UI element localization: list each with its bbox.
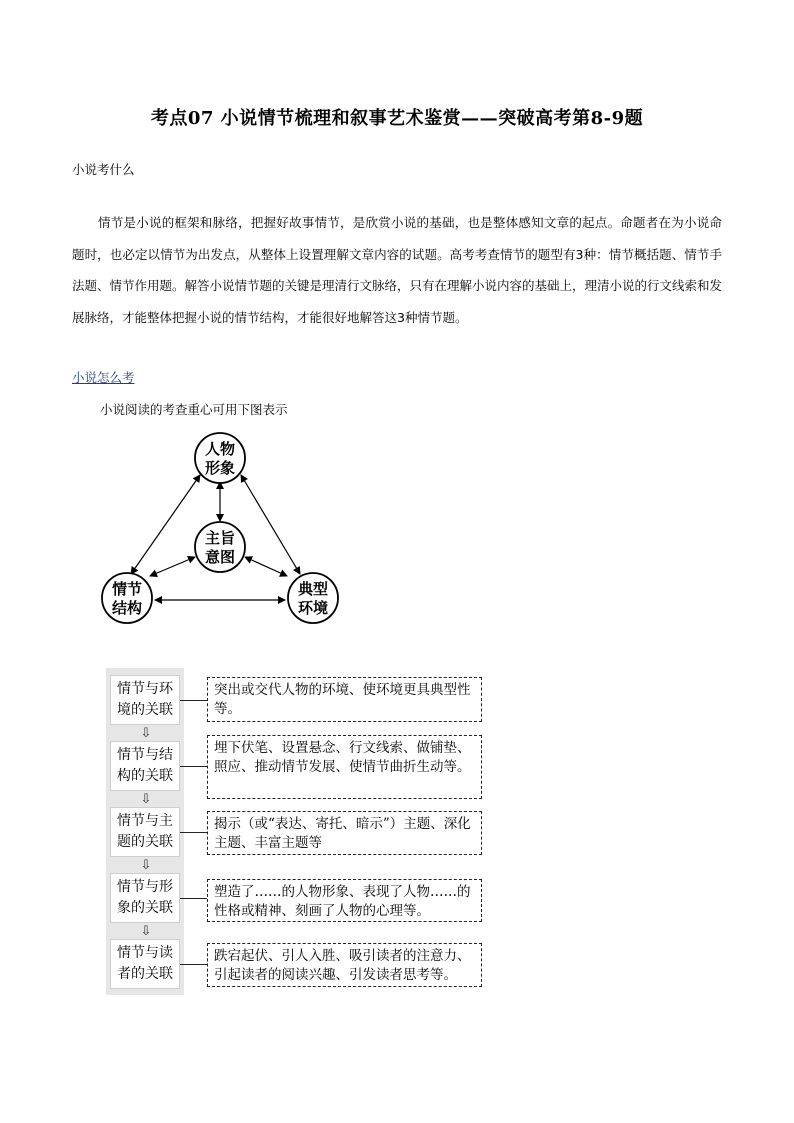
- flow-label-character: 情节与形象的关联: [110, 873, 180, 923]
- node-plot-line2: 结构: [111, 599, 143, 617]
- node-environment: [288, 573, 338, 623]
- node-environment-line1: 典型: [297, 580, 329, 598]
- connector-line: [180, 964, 207, 965]
- flow-label-theme: 情节与主题的关联: [110, 807, 180, 857]
- connector-line: [180, 700, 207, 701]
- section-heading-what: 小说考什么: [72, 162, 135, 177]
- node-character-line1: 人物: [204, 440, 236, 458]
- down-arrow-icon: ⇩: [140, 726, 152, 741]
- node-theme-line2: 意图: [204, 548, 236, 566]
- down-arrow-icon: ⇩: [140, 924, 152, 939]
- flow-desc-theme: 揭示（或“表达、寄托、暗示”）主题、深化主题、丰富主题等: [207, 811, 482, 855]
- diagram-caption: 小说阅读的考查重心可用下图表示: [100, 402, 288, 417]
- down-arrow-icon: ⇩: [140, 858, 152, 873]
- arrow-center-right: [245, 557, 287, 576]
- node-plot-line1: 情节: [111, 580, 143, 598]
- section-link-how[interactable]: 小说怎么考: [72, 370, 135, 385]
- connector-line: [180, 766, 207, 767]
- flow-desc-reader: 跌宕起伏、引人入胜、吸引读者的注意力、引起读者的阅读兴趣、引发读者思考等。: [207, 943, 482, 987]
- node-character: [195, 433, 245, 483]
- arrow-center-left: [150, 557, 195, 576]
- flow-label-structure: 情节与结构的关联: [110, 741, 180, 791]
- flow-label-reader: 情节与读者的关联: [110, 939, 180, 989]
- node-plot: [102, 573, 152, 623]
- flow-label-environment: 情节与环境的关联: [110, 675, 180, 725]
- connector-line: [180, 832, 207, 833]
- flow-desc-environment: 突出或交代人物的环境、使环境更具典型性等。: [207, 677, 482, 722]
- intro-paragraph: 情节是小说的框架和脉络，把握好故事情节，是欣赏小说的基础，也是整体感知文章的起点。命题者在为小说命题时，也必定以情节为出发点，从整体上设置理解文章内容的试题。高考考查情节的题型有3种：情节概括题、情节手法题、情节作用题。解答小说情节题的关键是理清行文脉络，只有在理解小说内容的基础上，理清小说的行文线索和发展脉络，才能整体把握小说的情节结构，才能很好地解答这3种情节题。: [72, 215, 723, 325]
- down-arrow-icon: ⇩: [140, 792, 152, 807]
- page-title: 考点07 小说情节梳理和叙事艺术鉴赏——突破高考第8-9题: [150, 108, 644, 129]
- node-theme-line1: 主旨: [204, 529, 236, 547]
- connector-line: [180, 898, 207, 899]
- node-theme: [195, 522, 245, 572]
- node-environment-line2: 环境: [297, 599, 329, 617]
- flow-desc-character: 塑造了……的人物形象、表现了人物……的性格或精神、刻画了人物的心理等。: [207, 879, 482, 922]
- relationship-diagram: [95, 425, 355, 635]
- flow-desc-structure: 埋下伏笔、设置悬念、行文线索、做铺垫、照应、推动情节发展、使情节曲折生动等。: [207, 735, 482, 799]
- node-character-line2: 形象: [204, 459, 236, 477]
